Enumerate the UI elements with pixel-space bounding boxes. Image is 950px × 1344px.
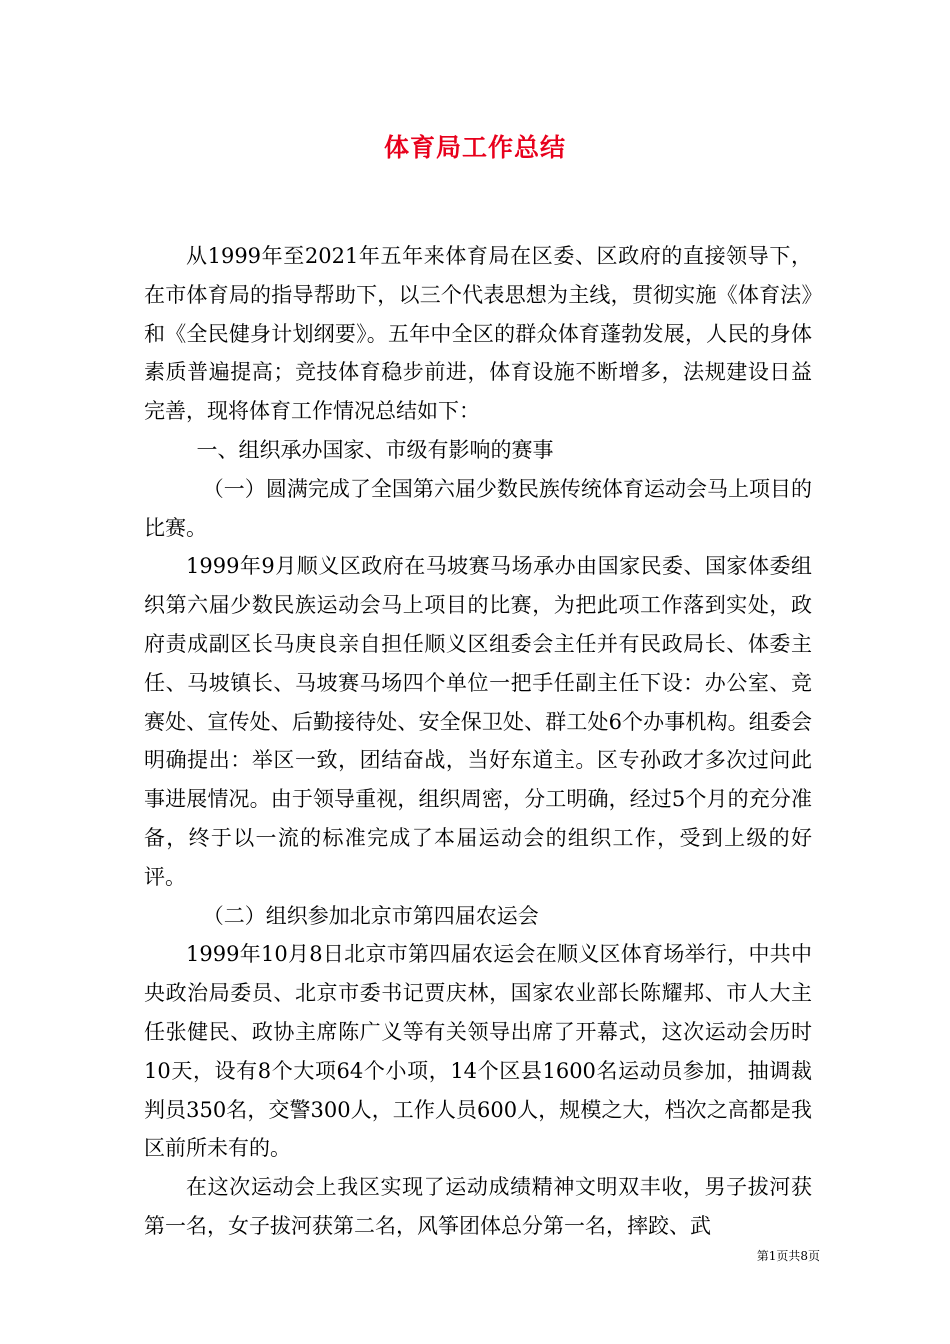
document-body	[144, 237, 812, 1246]
paragraph-minority-games: 1999年9月顺义区政府在马坡赛马场承办由国家民委、国家体委组织第六届少数民族运动会马上项目的比赛，为把此项工作落到实处，政府责成副区长马庚良亲自担任顺义区组委会主任并有民政局长、体委主任、马坡镇长、马坡赛马场四个单位一把手任副主任下设：办公室、竞赛处、宣传处、后勤接待处、安全保卫处、群工处6个办事机构。组委会明确提出：举区一致，团结奋战，当好东道主。区专孙政才多次过问此事进展情况。由于领导重视，组织周密，分工明确，经过5个月的充分准备，终于以一流的标准完成了本届运动会的组织工作，受到上级的好评。	[144, 554, 812, 889]
section-heading-1: 一、组织承办国家、市级有影响的赛事	[196, 437, 554, 462]
paragraph-results: 在这次运动会上我区实现了运动成绩精神文明双丰收，男子拔河获第一名，女子拔河获第二名，风筝团体总分第一名，摔跤、武	[144, 1175, 812, 1238]
document-title: 体育局工作总结	[383, 133, 566, 162]
page-number: 第1页共8页	[756, 1249, 820, 1263]
subsection-heading-1: （一）圆满完成了全国第六届少数民族传统体育运动会马上项目的比赛。	[144, 476, 812, 540]
subsection-heading-2: （二）组织参加北京市第四届农运会	[202, 903, 539, 928]
paragraph-farmers-games: 1999年10月8日北京市第四届农运会在顺义区体育场举行，中共中央政治局委员、北京市委书记贾庆林，国家农业部长陈耀邦、市人大主任张健民、政协主席陈广义等有关领导出席了开幕式，这次运动会历时10天，设有8个大项64个小项，14个区县1600名运动员参加，抽调裁判员350名，交警300人，工作人员600人，规模之大，档次之高都是我区前所未有的。	[144, 942, 812, 1161]
paragraph-intro: 从1999年至2021年五年来体育局在区委、区政府的直接领导下，在市体育局的指导帮助下，以三个代表思想为主线，贯彻实施《体育法》和《全民健身计划纲要》。五年中全区的群众体育蓬勃发展，人民的身体素质普遍提高；竞技体育稳步前进，体育设施不断增多，法规建设日益完善，现将体育工作情况总结如下：	[144, 244, 812, 424]
